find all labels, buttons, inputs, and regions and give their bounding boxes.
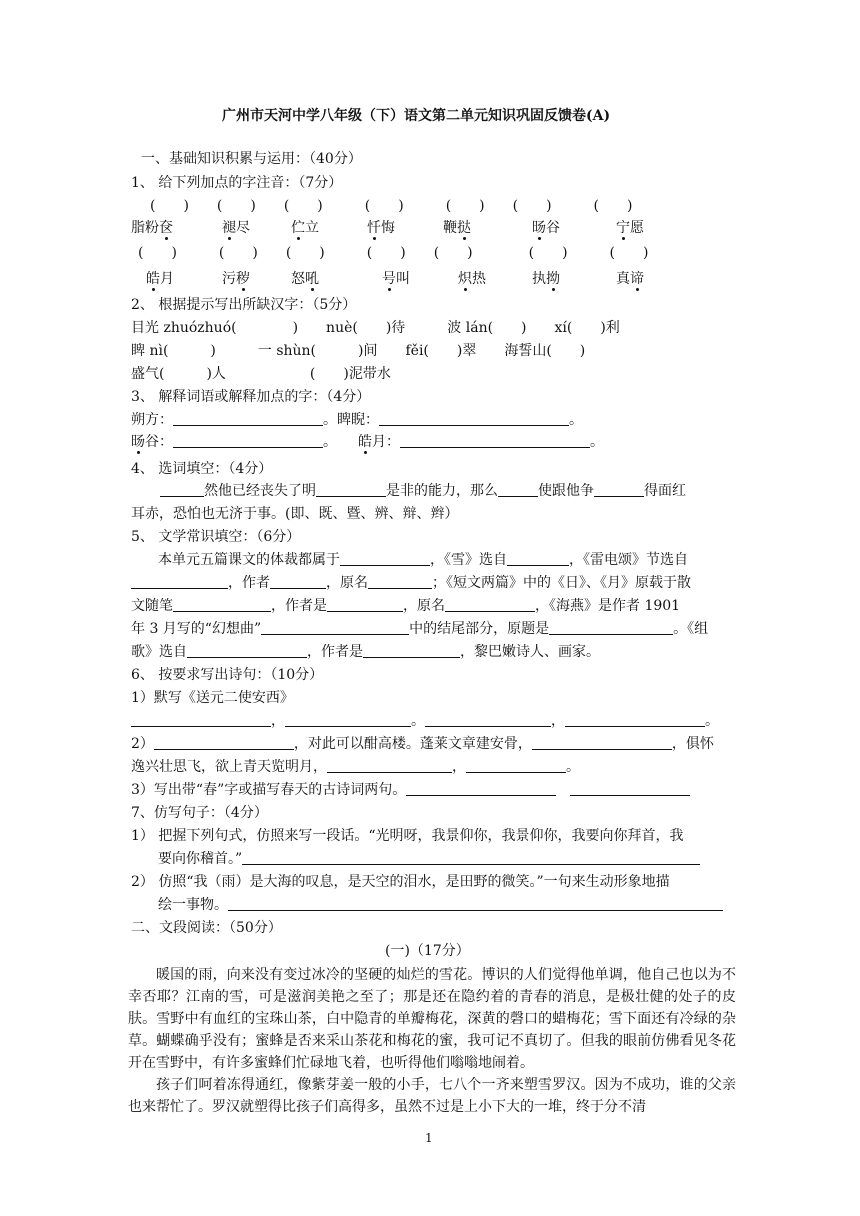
question-5-label: 5、 文学常识填空：（6分） [131,529,301,545]
dot-char: 吼 [305,271,319,287]
answer-blank[interactable] [565,712,705,727]
q5-text: 本单元五篇课文的体裁都属于 [158,552,340,568]
q4-line-2: 耳赤，恐怕也无济于事。(即、既、暨、辨、辩、辫） [131,506,459,522]
q5-line-4 [131,620,708,638]
reading-paragraph-1: 暖国的雨，向来没有变过冰冷的坚硬的灿烂的雪花。博识的人们觉得他单调，他自己也以为不幸否耶？江南的雪，可是滋润美艳之至了；那是还在隐约着的青春的消息，是极壮健的处子的皮肤。雪野中有血红的宝珠山茶，白中隐青的单瓣梅花，深黄的磬口的蜡梅花；雪下面还有冷绿的杂草。蝴蝶确乎没有；蜜蜂是否来采山茶花和梅花的蜜，我可记不真切了。但我的眼前仿佛看见冬花开在雪野中，有许多蜜蜂们忙碌地飞着，也听得他们嗡嗡地闹着。 [128,967,736,1071]
question-2-label: 2、 根据提示写出所缺汉字：（5分） [131,297,357,313]
answer-blank[interactable] [270,574,326,589]
answer-blank[interactable] [131,574,228,589]
answer-blank[interactable] [327,597,403,612]
word-7: 宁愿 [616,220,644,236]
word-9: 污秽 [222,271,250,287]
answer-blank[interactable] [131,712,271,727]
q6-text: ，对此可以酣高楼。蓬莱文章建安骨， [293,736,532,752]
word-12: 炽热 [458,271,486,287]
answer-blank[interactable] [549,620,673,635]
q4-text: 然他已经丧失了明 [204,483,316,499]
question-4-label: 4、 选词填空：（4分） [131,461,273,477]
word-6: 旸谷 [532,220,560,236]
dot-char: 旸 [532,220,546,236]
answer-blank[interactable] [242,850,700,865]
q7-text: 绘一事物。 [158,897,228,913]
answer-blank[interactable] [173,411,323,426]
q2-line-3: 盛气( )人 ( )泥带水 [131,366,391,382]
answer-blank[interactable] [445,597,535,612]
answer-blank[interactable] [425,712,551,727]
answer-blank[interactable] [594,482,644,497]
answer-blank[interactable] [160,482,204,497]
word-8: 皓月 [146,271,174,287]
q3-term-1: 朔方： [131,412,173,428]
answer-blank[interactable] [173,433,323,448]
answer-blank[interactable] [187,643,307,658]
q5-line-2 [131,574,691,592]
word-10: 怒吼 [291,271,319,287]
dot-char: 褪 [222,220,236,236]
q5-text: 文随笔 [131,598,173,614]
dot-char: 伫 [291,220,305,236]
q7-item-2-line-1: 2） 仿照“我（雨）是大海的叹息，是天空的泪水，是田野的微笑。”一句来生动形象地描 [131,874,670,890]
section-heading-basics: 一、基础知识积累与运用：（40分） [141,151,362,167]
answer-blank[interactable] [285,712,411,727]
q3-line-1: 朔方： 。睥睨： 。 [131,412,583,428]
q5-text: ，作者 [228,575,270,591]
q5-text: 。《组 [673,621,709,637]
dot-char: 宁 [616,220,630,236]
q1-row2-parens: ( ) ( ) ( ) ( ) ( ) ( ) ( ) [138,245,649,261]
q5-line-1 [158,551,688,569]
answer-blank[interactable] [154,735,294,750]
word-3: 伫立 [291,220,319,236]
word-5: 鞭挞 [443,220,471,236]
word-2: 褪尽 [222,220,250,236]
dot-char: 挞 [457,220,471,236]
q5-text: ，《雷电颂》节选自 [569,552,688,568]
question-6-label: 6、 按要求写出诗句：（10分） [131,667,324,683]
q7-item-1-line-1: 1） 把握下列句式，仿照来写一段话。“光明呀，我景仰你，我景仰你，我要向你拜首，我 [131,828,684,844]
word-13: 执拗 [532,271,560,287]
word-1: 脂粉奁 [131,220,173,236]
q2-line-1: 目光 zhuózhuó( ) nuè( )待 波 lán( ) xí( )利 [131,320,620,336]
answer-blank[interactable] [316,482,386,497]
dot-char: 秽 [236,271,250,287]
answer-blank[interactable] [406,781,556,796]
answer-blank[interactable] [327,758,452,773]
q6-text: 2） [131,736,154,752]
answer-blank[interactable] [228,896,723,911]
q5-line-3 [131,597,680,615]
question-7-label: 7、仿写句子：（4分） [131,805,268,821]
q5-text: 年 3 月写的“幻想曲” [131,621,262,637]
q7-item-1-line-2 [158,850,700,868]
q5-text: ，原名 [403,598,445,614]
q6-text: 3）写出带“春”字或描写春天的古诗词两句。 [131,782,407,798]
q7-item-2-line-2 [158,896,723,914]
dot-char: 炽 [458,271,472,287]
reading-paragraph-2: 孩子们呵着冻得通红，像紫芽姜一般的小手，七八个一齐来塑雪罗汉。因为不成功，谁的父亲也来帮忙了。罗汉就塑得比孩子们高得多，虽然不过是上小下大的一堆，终于分不清 [128,1077,736,1115]
page-title: 广州市天河中学八年级（下）语文第二单元知识巩固反馈卷(A) [222,108,611,124]
answer-blank[interactable] [368,574,432,589]
question-3-label: 3、 解释词语或解释加点的字：（4分） [131,389,371,405]
q4-text: 是非的能力，那么 [386,483,498,499]
q4-text: 得面红 [644,483,686,499]
answer-blank[interactable] [570,781,690,796]
dot-char: 旸 [131,434,145,450]
q6-sub-1: 1）默写《送元二使安西》 [131,690,294,706]
answer-blank[interactable] [507,551,569,566]
dot-char: 号 [382,271,396,287]
q5-text: 歌》选自 [131,644,187,660]
q2-line-2: 睥 nì( ) 一 shùn( )间 fěi( )翠 海誓山( ) [131,343,586,359]
dot-char: 谛 [630,271,644,287]
q7-text: 要向你稽首。” [158,851,243,867]
q6-sub-2-cont: 逸兴壮思飞，欲上青天览明月， ， 。 [131,759,580,775]
q6-sub-2 [131,735,714,753]
dot-char: 皓 [146,271,160,287]
answer-blank[interactable] [379,411,569,426]
reading-subheading: (一)（17分） [385,943,470,959]
word-4: 忏悔 [367,220,395,236]
answer-blank[interactable] [173,597,271,612]
question-1-label: 1、 给下列加点的字注音：（7分） [131,175,343,191]
word-14: 真谛 [616,271,644,287]
q6-sub-3 [131,781,690,799]
section-heading-reading: 二、文段阅读：（50分） [131,920,282,936]
q6-text: 逸兴壮思飞，欲上青天览明月， [131,759,327,775]
q5-text: ，黎巴嫩诗人、画家。 [460,644,600,660]
q5-text: ，作者是 [271,598,327,614]
dot-char: 忏 [367,220,381,236]
q4-text: 使跟他争 [538,483,594,499]
q5-text: ；《短文两篇》中的《日》、《月》原载于散 [432,575,691,591]
q3-line-2: 旸谷： 。 皓月： 。 [131,434,604,450]
q5-text: ，《雪》选自 [430,552,507,568]
q4-line-1 [160,482,686,500]
q5-text: ，原名 [326,575,368,591]
answer-blank[interactable] [400,433,590,448]
q5-text: ，作者是 [307,644,363,660]
q1-row1-parens: ( ) ( ) ( ) ( ) ( ) ( ) ( ) [150,198,633,214]
q5-text: ，《海燕》是作者 1901 [535,598,681,614]
answer-blank[interactable] [466,758,566,773]
q5-text: 中的结尾部分，原题是 [409,621,550,637]
q5-line-5 [131,643,600,661]
word-11: 号叫 [382,271,410,287]
dot-char: 皓 [358,434,372,450]
page-number: 1 [425,1131,433,1145]
q3-term-2: 睥睨： [337,412,379,428]
dot-char: 拗 [546,271,560,287]
q6-sub-1-blanks: ， 。 ， 。 [131,712,719,730]
answer-blank[interactable] [532,735,672,750]
dot-char: 奁 [159,220,173,236]
answer-blank[interactable] [340,551,430,566]
q6-text: ，俱怀 [671,736,714,752]
answer-blank[interactable] [261,620,409,635]
answer-blank[interactable] [363,643,460,658]
answer-blank[interactable] [498,482,538,497]
